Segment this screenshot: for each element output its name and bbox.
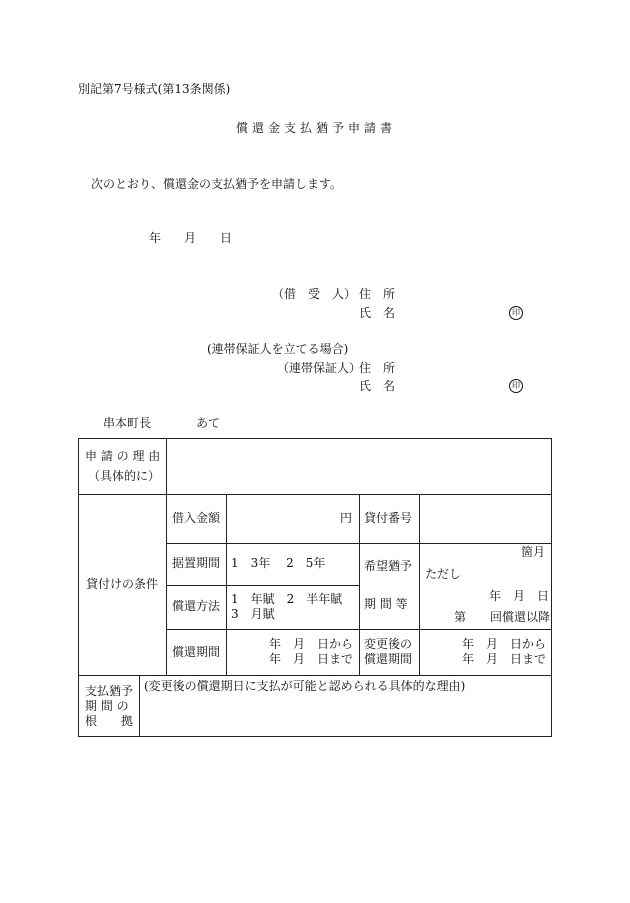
changed-period-label-1: 変更後の xyxy=(364,637,413,651)
reason-label-sub: （具体的に） xyxy=(88,469,161,483)
guarantor-address-label: 住 所 xyxy=(359,361,396,375)
table-border-top xyxy=(78,438,552,439)
date-day: 日 xyxy=(220,231,233,245)
borrower-role: （借 受 人） xyxy=(272,287,357,301)
deferral-basis-label-1: 支払猶予 xyxy=(85,684,134,698)
changed-period-label-2: 償還期間 xyxy=(364,652,413,666)
deferral-months-unit: 箇月 xyxy=(521,545,546,559)
repayment-period-label: 償還期間 xyxy=(172,645,221,659)
date-year: 年 xyxy=(149,231,162,245)
document-title: 償還金支払猶予申請書 xyxy=(236,121,397,135)
table-border-left xyxy=(78,438,79,737)
reason-label: 申 請 の 理 由 xyxy=(85,449,161,463)
changed-period-to: 年 月 日まで xyxy=(461,652,546,666)
guarantor-condition: (連帯保証人を立てる場合) xyxy=(207,342,349,356)
loan-conditions-label: 貸付けの条件 xyxy=(86,577,159,591)
loan-amount-unit: 円 xyxy=(340,511,353,525)
repayment-method-options-2: 3 月賦 xyxy=(231,607,275,621)
table-line-basis-col xyxy=(139,675,140,736)
deferral-however: ただし xyxy=(425,567,462,581)
table-line-grace-bottom xyxy=(166,585,359,586)
date-month: 月 xyxy=(184,231,197,245)
repayment-period-from: 年 月 日から xyxy=(268,637,353,651)
borrower-address-label: 住 所 xyxy=(359,287,396,301)
changed-period-from: 年 月 日から xyxy=(461,637,546,651)
table-border-bottom xyxy=(78,736,552,737)
desired-deferral-label: 希望猶予 xyxy=(364,559,413,573)
deferral-basis-label-3: 根 拠 xyxy=(85,714,134,728)
loan-number-label: 貸付番号 xyxy=(364,511,413,525)
repayment-period-to: 年 月 日まで xyxy=(268,652,353,666)
deferral-date: 年 月 日 xyxy=(489,589,550,603)
table-border-right xyxy=(551,438,552,737)
grace-period-label: 据置期間 xyxy=(172,556,221,570)
grace-period-options: 1 3年 2 5年 xyxy=(231,556,326,570)
guarantor-role: （連帯保証人） xyxy=(277,361,362,375)
repayment-method-label: 償還方法 xyxy=(172,599,221,613)
borrower-seal-mark: 印 xyxy=(509,306,523,320)
form-number: 別記第7号様式(第13条関係) xyxy=(78,82,231,96)
repayment-method-options-1: 1 年賦 2 半年賦 xyxy=(231,592,343,606)
addressee-name: 串本町長 xyxy=(103,416,152,430)
guarantor-name-label: 氏 名 xyxy=(359,379,396,393)
guarantor-seal-mark: 印 xyxy=(509,379,523,393)
table-line-reason-bottom xyxy=(78,494,552,495)
deferral-installment: 第 回償還以降 xyxy=(454,610,551,624)
intro-text: 次のとおり、償還金の支払猶予を申請します。 xyxy=(91,177,343,191)
table-line-mid-col xyxy=(359,494,360,675)
table-line-label-col xyxy=(166,438,167,675)
deferral-basis-text: (変更後の償還期日に支払が可能と認められる具体的な理由) xyxy=(144,679,466,693)
deferral-basis-label-2: 期 間 の xyxy=(85,699,129,713)
period-etc-label: 期 間 等 xyxy=(364,597,408,611)
borrower-name-label: 氏 名 xyxy=(359,306,396,320)
addressee-suffix: あて xyxy=(196,416,221,430)
loan-amount-label: 借入金額 xyxy=(172,511,221,525)
table-line-conditions-bottom xyxy=(78,675,552,676)
